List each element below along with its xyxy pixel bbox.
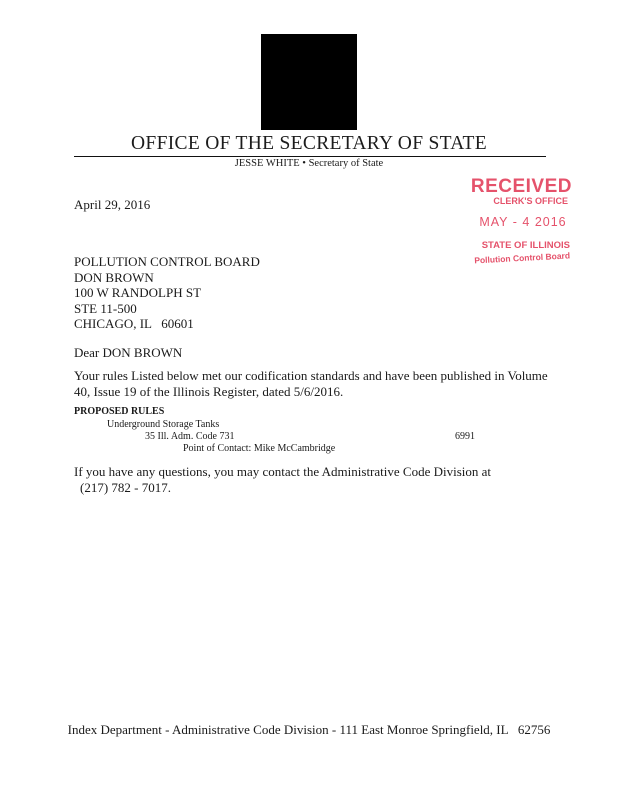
section-heading: PROPOSED RULES: [74, 406, 165, 417]
stamp-received: RECEIVED: [470, 176, 572, 197]
footer-address: Index Department - Administrative Code Division - 111 East Monroe Springfield, IL 62756: [67, 722, 551, 737]
rule-name: Underground Storage Tanks: [107, 419, 220, 430]
phone-number: (217) 782 - 7017.: [80, 480, 171, 495]
stamp-date: MAY - 4 2016: [479, 215, 567, 229]
point-of-contact: Point of Contact: Mike McCambridge: [183, 443, 336, 454]
redacted-seal: [261, 34, 357, 130]
letter-body: Your rules Listed below met our codification standards and have been published in Volume 40, Issue 19 of the Illinois Register, dated 5/6/2016.: [74, 368, 548, 399]
address-line: DON BROWN: [74, 269, 154, 285]
recipient-address: [74, 254, 260, 332]
questions-paragraph: [74, 464, 554, 496]
rule-code: 35 Ill. Adm. Code 731: [145, 431, 235, 442]
address-line: CHICAGO, IL 60601: [74, 316, 194, 332]
stamp-state: STATE OF ILLINOIS: [481, 240, 570, 251]
header-divider: [74, 156, 546, 157]
rule-page-number: 6991: [455, 431, 475, 442]
address-line: STE 11-500: [74, 300, 137, 316]
address-line: 100 W RANDOLPH ST: [74, 285, 202, 301]
stamp-board: Pollution Control Board: [474, 250, 571, 266]
office-title: OFFICE OF THE SECRETARY OF STATE: [131, 133, 487, 154]
salutation: Dear DON BROWN: [74, 345, 183, 360]
letter-date: April 29, 2016: [74, 197, 151, 212]
address-line: POLLUTION CONTROL BOARD: [74, 254, 260, 269]
stamp-office: CLERK'S OFFICE: [493, 196, 568, 206]
received-stamp: [468, 176, 578, 266]
questions-text: If you have any questions, you may contact the Administrative Code Division at: [74, 464, 492, 479]
secretary-subtitle: JESSE WHITE • Secretary of State: [234, 158, 384, 169]
